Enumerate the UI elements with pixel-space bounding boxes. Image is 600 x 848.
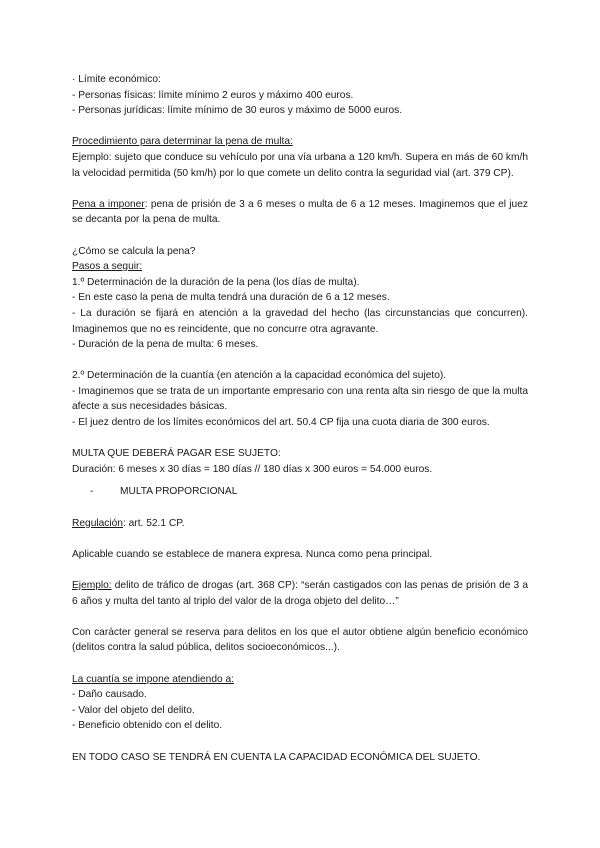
dash-bullet: - (90, 486, 94, 498)
final-statement: EN TODO CASO SE TENDRÁ EN CUENTA LA CAPACIDAD ECONÓMICA DEL SUJETO. (72, 751, 481, 763)
step1-a: - En este caso la pena de multa tendrá una duración de 6 a 12 meses. (72, 292, 390, 304)
ejemplo-text: delito de tráfico de drogas (art. 368 CP): “serán castigados con las penas de prisión de 3 a 6 años y multa del tanto al triplo del valor de la droga objeto del delito…” (72, 580, 528, 607)
step1: 1.º Determinación de la duración de la pena (los días de multa). (72, 276, 360, 288)
step2: 2.º Determinación de la cuantía (en atención a la capacidad económica del sujeto). (72, 370, 447, 382)
procedimiento-ejemplo: Ejemplo: sujeto que conduce su vehículo por una vía urbana a 120 km/h. Supera en más de 60 km/h la velocidad permitida (50 km/h) por lo que comete un delito contra la seguridad vial (art. 379 CP). (72, 151, 528, 179)
step2-b: - El juez dentro de los límites económicos del art. 50.4 CP fija una cuota diaria de 300 euros. (72, 417, 490, 429)
ejemplo-label: Ejemplo: (72, 580, 112, 591)
step1-b: - La duración se fijará en atención a la gravedad del hecho (las circunstancias que concurren). Imaginemos que no es reincidente, que no concurre otra agravante. (72, 307, 528, 335)
pasos-heading: Pasos a seguir: (72, 261, 143, 273)
pena-paragraph (72, 197, 528, 228)
regulacion-row (72, 516, 528, 532)
limite-fisicas: - Personas físicas: límite mínimo 2 euros y máximo 400 euros. (72, 89, 354, 101)
cuantia-item: - Valor del objeto del delito. (72, 704, 195, 716)
step1-c: - Duración de la pena de multa: 6 meses. (72, 339, 259, 351)
resultado-calc: Duración: 6 meses x 30 días = 180 días // 180 días x 300 euros = 54.000 euros. (72, 463, 433, 475)
aplicable-text: Aplicable cuando se establece de manera expresa. Nunca como pena principal. (72, 548, 433, 560)
procedimiento-heading: Procedimiento para determinar la pena de multa: (72, 136, 293, 148)
limite-title: · Límite económico: (72, 74, 161, 85)
pena-label: Pena a imponer (72, 198, 145, 210)
cuantia-item: - Daño causado. (72, 689, 147, 701)
general-paragraph: Con carácter general se reserva para delitos en los que el autor obtiene algún beneficio económico (delitos contra la salud pública, delitos socioeconómicos...). (72, 626, 528, 654)
proporcional-title-row (72, 484, 528, 500)
calculo-question: ¿Cómo se calcula la pena? (72, 245, 196, 257)
cuantia-item: - Beneficio obtenido con el delito. (72, 720, 223, 732)
regulacion-text: : art. 52.1 CP. (122, 517, 185, 529)
limite-juridicas: - Personas jurídicas: límite mínimo de 30 euros y máximo de 5000 euros. (72, 105, 403, 117)
proporcional-title: MULTA PROPORCIONAL (120, 486, 238, 498)
pena-text: : pena de prisión de 3 a 6 meses o multa de 6 a 12 meses. Imaginemos que el juez se decanta por la pena de multa. (72, 198, 528, 226)
regulacion-label: Regulación (72, 517, 123, 529)
cuantia-heading: La cuantía se impone atendiendo a: (72, 673, 234, 685)
resultado-heading: MULTA QUE DEBERÁ PAGAR ESE SUJETO: (72, 448, 281, 460)
ejemplo-paragraph (72, 578, 528, 609)
step2-a: - Imaginemos que se trata de un importante empresario con una renta alta sin riesgo de que la multa afecte a sus necesidades básicas. (72, 385, 528, 413)
document-page (72, 72, 528, 765)
